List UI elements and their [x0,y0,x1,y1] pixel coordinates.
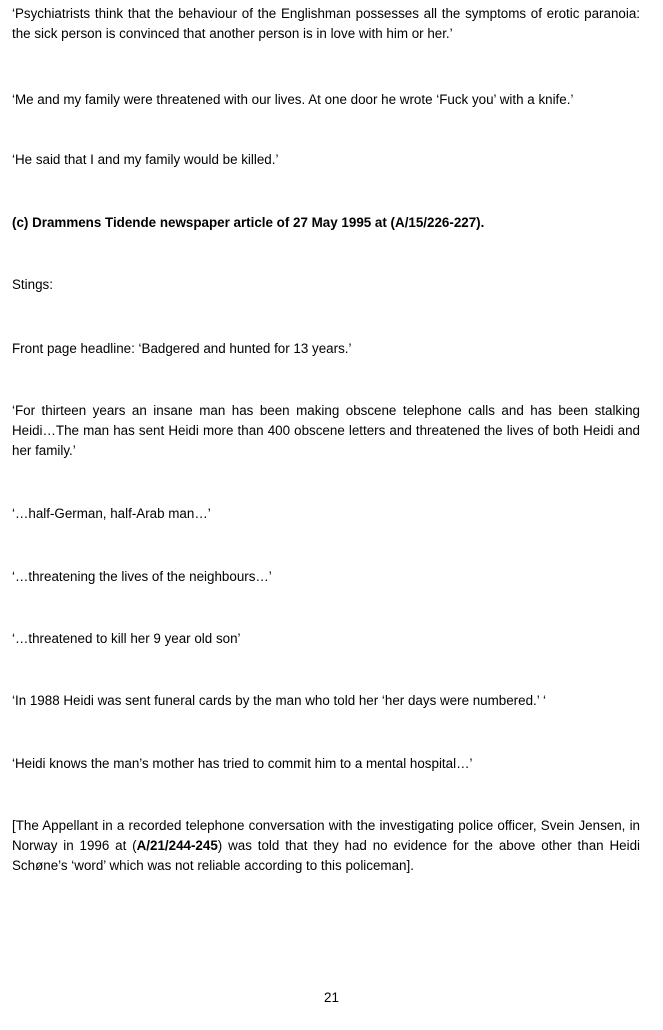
appellant-note [12,816,640,876]
appellant-note-text-2: ) was told that they had no evidence for the above other than Heidi Schøne’s ‘word’ which was not reliable according to this policeman]. [12,838,640,873]
quote-half-german: ‘…half-German, half-Arab man…’ [12,506,211,521]
stings-label: Stings: [12,277,53,292]
page-number: 21 [324,990,339,1005]
quote-psychiatrists: ‘Psychiatrists think that the behaviour of the Englishman possesses all the symptoms of erotic paranoia: the sick person is convinced that another person is in love with him or her.’ [12,6,640,41]
front-page-headline: Front page headline: ‘Badgered and hunted for 13 years.’ [12,341,352,356]
quote-would-be-killed: ‘He said that I and my family would be killed.’ [12,152,279,167]
quote-neighbours: ‘…threatening the lives of the neighbours…’ [12,569,272,584]
quote-mental-hospital: ‘Heidi knows the man’s mother has tried to commit him to a mental hospital…’ [12,756,473,771]
appellant-note-text-1: [The Appellant in a recorded telephone conversation with the investigating police officer, Svein Jensen, in Norway in 1996 at ( [12,818,640,853]
appellant-note-reference: A/21/244-245 [136,838,218,853]
quote-threatened-lives: ‘Me and my family were threatened with our lives. At one door he wrote ‘Fuck you’ with a knife.’ [12,92,574,107]
quote-funeral-cards: ‘In 1988 Heidi was sent funeral cards by the man who told her ‘her days were numbered.’ ‘ [12,693,546,708]
quote-son: ‘…threatened to kill her 9 year old son’ [12,631,241,646]
section-heading-drammens-tidende: (c) Drammens Tidende newspaper article of 27 May 1995 at (A/15/226-227). [12,215,485,230]
quote-thirteen-years: ‘For thirteen years an insane man has been making obscene telephone calls and has been stalking Heidi…The man has sent Heidi more than 400 obscene letters and threatened the lives of both Heidi and her family.’ [12,403,640,458]
